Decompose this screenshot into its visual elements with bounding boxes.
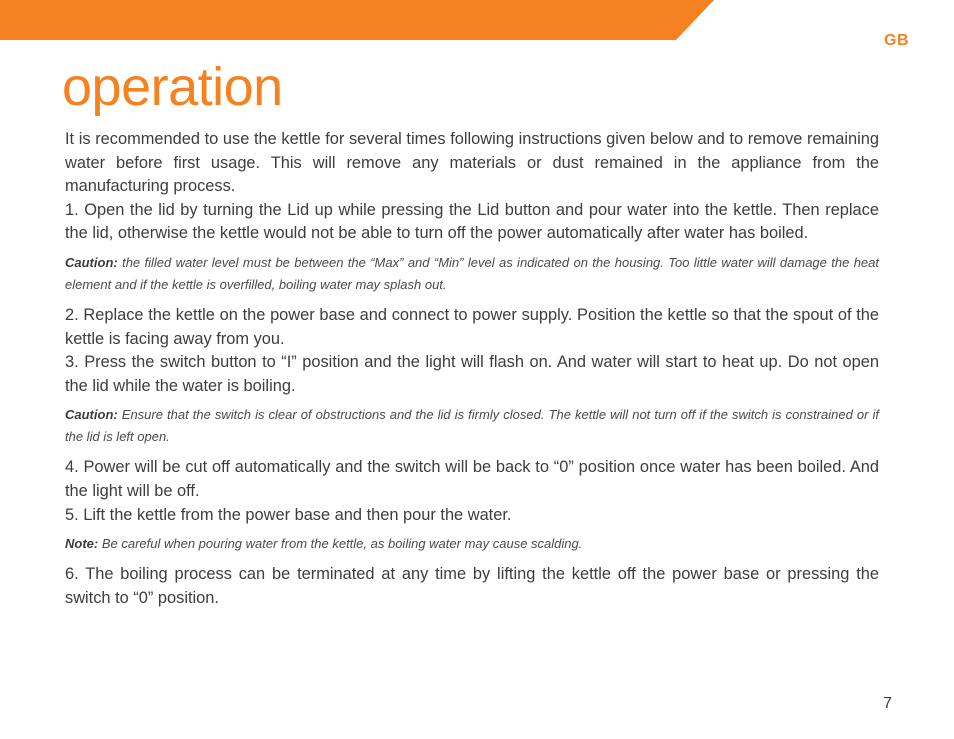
step-6: 6. The boiling process can be terminated at any time by lifting the kettle off the power base or pressing the switch to “0” position. xyxy=(65,565,879,607)
header-band-shape xyxy=(0,0,714,40)
step-3: 3. Press the switch button to “I” position and the light will flash on. And water will start to heat up. Do not open the lid while the water is boiling. xyxy=(65,353,879,395)
caution-text: the filled water level must be between the “Max” and “Min” level as indicated on the housing. Too little water will damage the heat element and if the kettle is overfilled, boiling water may splash out. xyxy=(65,254,879,292)
caution-label: Caution: xyxy=(65,254,118,270)
main-content xyxy=(65,128,879,610)
language-code: GB xyxy=(884,32,909,49)
caution-text: Ensure that the switch is clear of obstructions and the lid is firmly closed. The kettle will not turn off if the switch is constrained or if the lid is left open. xyxy=(65,407,879,445)
caution-label: Caution: xyxy=(65,407,118,423)
page-number: 7 xyxy=(883,695,892,712)
intro-paragraph: It is recommended to use the kettle for several times following instructions given below and to remove remaining water before first usage. This will remove any materials or dust remained in the appliance from the manufacturing process. xyxy=(65,130,879,196)
page-title: operation xyxy=(62,57,283,117)
note-text: Be careful when pouring water from the kettle, as boiling water may cause scalding. xyxy=(98,536,583,552)
caution-note-1 xyxy=(65,252,879,296)
step-4: 4. Power will be cut off automatically and the switch will be back to “0” position once water has been boiled. And the light will be off. xyxy=(65,458,879,500)
caution-note-2 xyxy=(65,404,879,448)
header-band xyxy=(0,0,954,40)
step-5: 5. Lift the kettle from the power base and then pour the water. xyxy=(65,505,512,524)
note-label: Note: xyxy=(65,536,99,552)
step-1: 1. Open the lid by turning the Lid up while pressing the Lid button and pour water into the kettle. Then replace the lid, otherwise the kettle would not be able to turn off the power automatically after water has boiled. xyxy=(65,200,879,243)
scalding-note xyxy=(65,533,879,555)
step-2: 2. Replace the kettle on the power base and connect to power supply. Position the kettle so that the spout of the kettle is facing away from you. xyxy=(65,305,879,348)
